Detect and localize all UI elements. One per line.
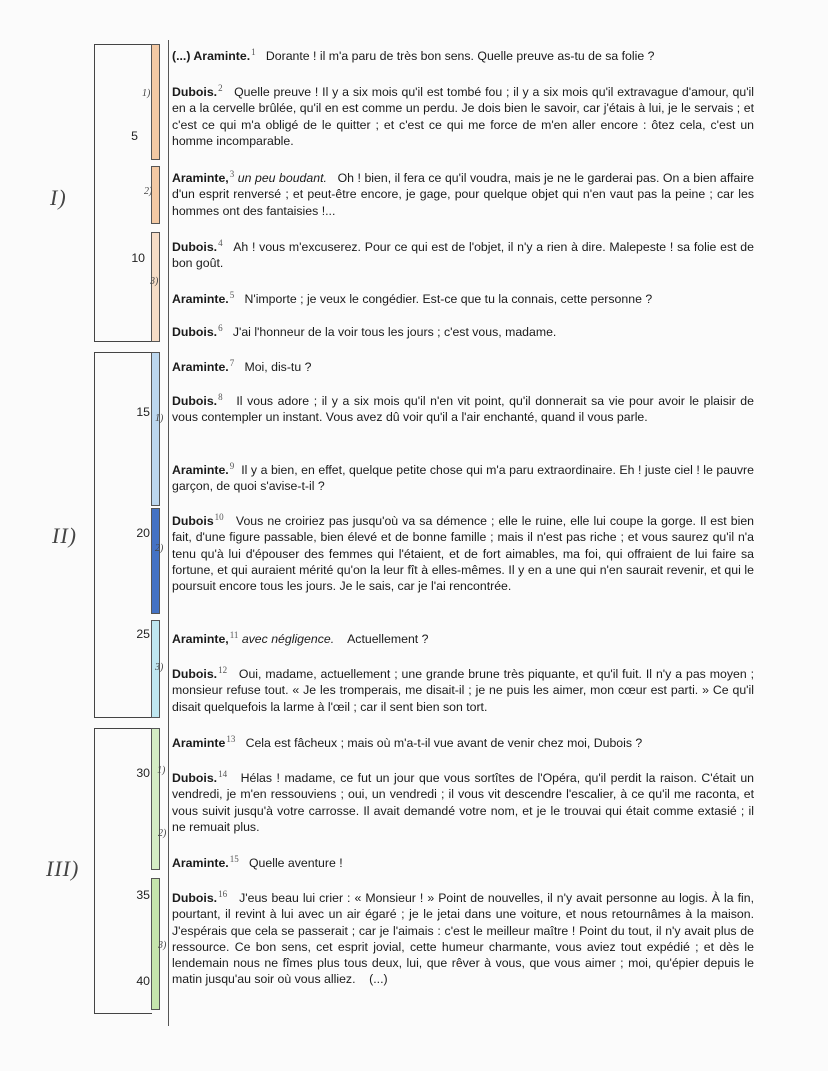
part-label-3: III) — [46, 856, 80, 881]
line-number-10: 10 — [131, 251, 145, 265]
highlight-bar-1a — [151, 44, 160, 160]
sub-label-2a: 1) — [155, 413, 164, 424]
sub-label-3a: 1) — [157, 765, 166, 776]
dialogue-line-7: Araminte.$^7$ Moi, dis-tu ? — [172, 358, 312, 375]
highlight-bar-1b — [151, 166, 160, 224]
highlight-bar-2a — [151, 352, 160, 506]
line-number-30: 30 — [136, 766, 150, 780]
dialogue-line-3: Araminte,$^3$ un peu boudant. Oh ! bien, il fera ce qu'il voudra, mais je ne le garderai pas. On a bien affaire d'un esprit renversé ; et peut-être encore, je gage, pour quelque objet qui n'en vaut pas la peine ; car les hommes ont des fantaisies !... — [172, 169, 754, 218]
line-number-35: 35 — [136, 888, 150, 902]
dialogue-line-12: Dubois.$^{12}$ Oui, madame, actuellement ; une grande brune très piquante, et qu'il fuit. Il n'y a pas moyen ; monsieur refuse tout. « Je les tromperais, me disait-il ; je ne puis les aimer, mon cœur est parti. » Ce qu'il disait quelquefois la larme à l'œil ; car il sent bien son tort. — [172, 665, 755, 714]
sub-label-3b: 2) — [158, 828, 167, 839]
line-number-40: 40 — [136, 974, 150, 988]
dialogue-line-11: Araminte,$^{11}$ avec négligence. Actuellement ? — [172, 630, 429, 647]
ellipsis: (...) — [369, 972, 388, 987]
sub-label-2b: 2) — [155, 543, 164, 554]
dialogue-line-9: Araminte.$^9$ Il y a bien, en effet, quelque petite chose qui m'a paru extraordinaire. Eh ! juste ciel ! le pauvre garçon, de quoi s'avise-t-il ? — [172, 461, 754, 494]
part-label-2: II) — [52, 523, 77, 548]
sub-label-2c: 3) — [155, 662, 164, 673]
dialogue-line-8: Dubois.$^8$ Il vous adore ; il y a six mois qu'il n'en vit point, qu'il donnerait sa vie pour avoir le plaisir de vous contempler un instant. Vous avez dû voir qu'il a l'air enchanté, quand il vous parle. — [172, 392, 754, 425]
dialogue-line-13: Araminte$^{13}$ Cela est fâcheux ; mais où m'a-t-il vue avant de venir chez moi, Dubois ? — [172, 734, 643, 751]
line-number-5: 5 — [131, 129, 138, 143]
margin-rule — [168, 40, 169, 1026]
dialogue-line-1: (...) Araminte.$^1$ Dorante ! il m'a paru de très bon sens. Quelle preuve as-tu de sa folie ? — [172, 47, 655, 64]
highlight-bar-3a — [151, 728, 160, 870]
highlight-bar-1c — [151, 232, 160, 342]
dialogue-line-10: Dubois$^{10}$ Vous ne croiriez pas jusqu'où va sa démence ; elle le ruine, elle lui coupe la gorge. Il est bien fait, d'une figure passable, bien élevé et de bonne famille ; mais il n'est pas riche ; et vous saurez qu'il n'a tenu qu'à lui d'épouser des femmes qui l'étaient, et de fort aimables, ma foi, qui offraient de lui faire sa fortune, et qui auraient mérité qu'on la leur fît à elles-mêmes. Il y en a une qui n'en saurait revenir, et qui le poursuit encore tous les jours. Je le sais, car je l'ai rencontrée. — [172, 512, 754, 593]
sub-label-1b: 2) — [144, 186, 153, 197]
dialogue-line-5: Araminte.$^5$ N'importe ; je veux le congédier. Est-ce que tu la connais, cette personne ? — [172, 290, 653, 307]
line-number-25: 25 — [136, 627, 150, 641]
line-number-15: 15 — [136, 405, 150, 419]
sub-label-1c: 3) — [150, 276, 159, 287]
dialogue-line-6: Dubois.$^6$ J'ai l'honneur de la voir tous les jours ; c'est vous, madame. — [172, 323, 557, 340]
dialogue-line-4: Dubois.$^4$ Ah ! vous m'excuserez. Pour ce qui est de l'objet, il n'y a rien à dire. Malepeste ! sa folie est de bon goût. — [172, 238, 754, 271]
sub-label-3c: 3) — [158, 940, 167, 951]
dialogue-line-15: Araminte.$^{15}$ Quelle aventure ! — [172, 854, 343, 871]
line-number-20: 20 — [136, 526, 150, 540]
part-label-1: I) — [50, 185, 67, 210]
dialogue-line-14: Dubois.$^{14}$ Hélas ! madame, ce fut un jour que vous sortîtes de l'Opéra, qu'il perdit la raison. C'était un vendredi, je m'en ressouviens ; oui, un vendredi ; il vous vit descendre l'escalier, à ce qu'il me raconta, et vous suivit jusqu'à votre carrosse. Il avait demandé votre nom, et je le trouvai qui était comme extasié ; il ne remuait plus. — [172, 769, 755, 834]
highlight-bar-2b — [151, 508, 160, 614]
sub-label-1a: 1) — [142, 88, 151, 99]
dialogue-line-16: Dubois.$^{16}$ J'eus beau lui crier : « Monsieur ! » Point de nouvelles, il n'y avait personne au logis. À la fin, pourtant, il revint à lui avec un air égaré ; je le jetai dans une voiture, et nous retournâmes à la maison. J'espérais que cela se passerait ; car je l'aimais : c'est le meilleur maître ! Point du tout, il n'y avait plus de ressource. Ce bon sens, cet esprit jovial, cette humeur charmante, vous aviez tout expédié ; et dès le lendemain nous ne fîmes plus tous deux, lui, que rêver à vous, que vous aimer ; moi, qu'épier depuis le matin jusqu'au soir où vous alliez. (...) — [172, 889, 754, 987]
dialogue-line-2: Dubois.$^2$ Quelle preuve ! Il y a six mois qu'il est tombé fou ; il y a six mois qu'il extravague d'amour, qu'il en a la cervelle brûlée, qu'il en est comme un perdu. Je dois bien le savoir, car j'étais à lui, je le servais ; et c'est ce qui m'a obligé de le quitter ; et c'est ce qui me force de m'en aller encore : ôtez cela, c'est un homme incomparable. — [172, 83, 755, 148]
